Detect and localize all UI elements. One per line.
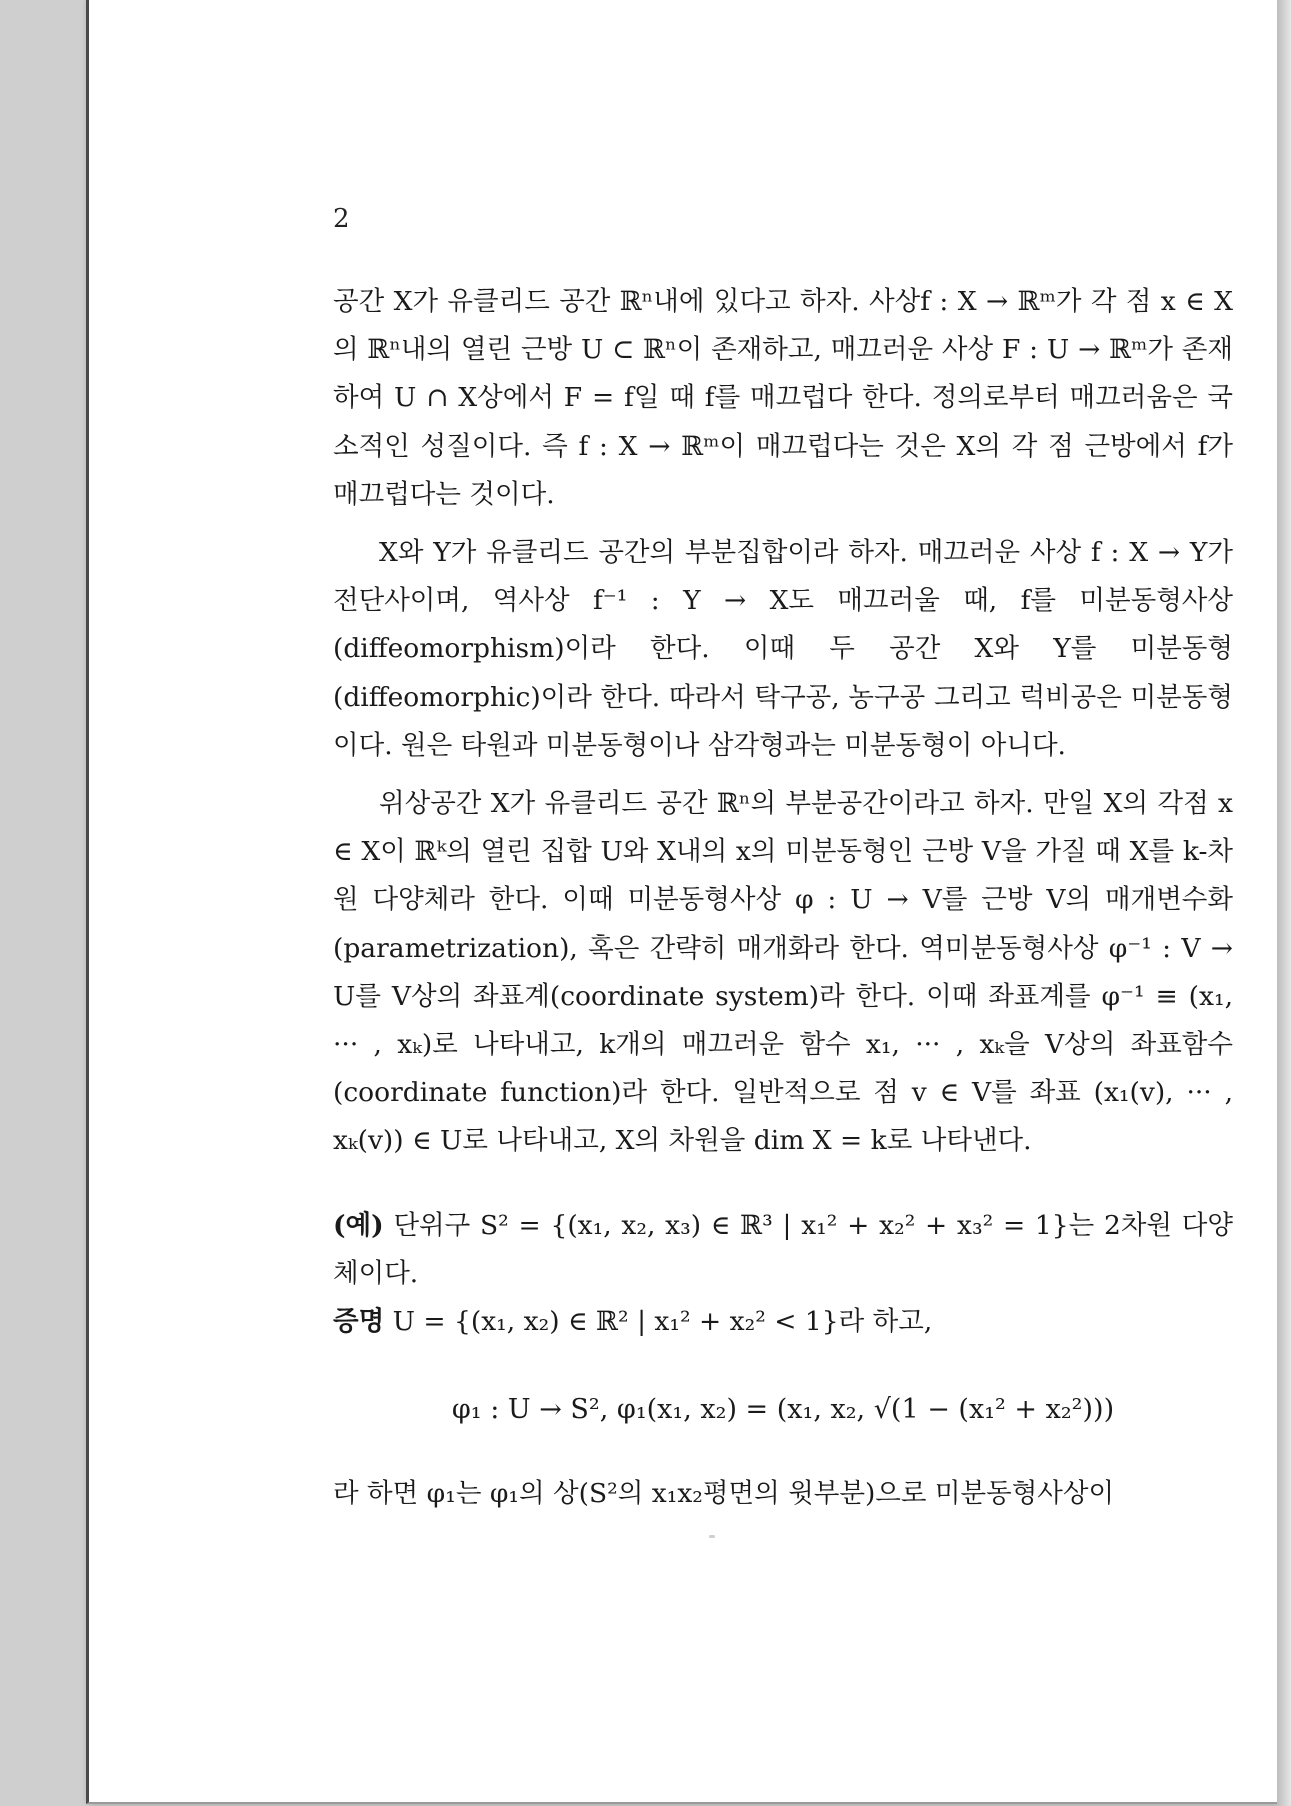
proof-label: 증명: [333, 1306, 385, 1338]
example-label: (예): [333, 1209, 384, 1241]
proof-statement: [333, 1298, 1233, 1346]
proof-text: U = {(x₁, x₂) ∈ ℝ² | x₁² + x₂² < 1}라 하고,: [392, 1306, 933, 1338]
example-text: 단위구 S² = {(x₁, x₂, x₃) ∈ ℝ³ | x₁² + x₂² + x₃² = 1}는 2차원 다양체이다.: [333, 1209, 1233, 1289]
paragraph-smooth-map-definition: 공간 X가 유클리드 공간 ℝⁿ내에 있다고 하자. 사상f : X → ℝᵐ가 각 점 x ∈ X의 ℝⁿ내의 열린 근방 U ⊂ ℝⁿ이 존재하고, 매끄러운 사상 F : U → ℝᵐ가 존재하여 U ∩ X상에서 F = f일 때 f를 매끄럽다 한다. 정의로부터 매끄러움은 국소적인 성질이다. 즉 f : X → ℝᵐ이 매끄럽다는 것은 X의 각 점 근방에서 f가 매끄럽다는 것이다.: [333, 286, 1233, 510]
page-sheet: [86, 0, 1277, 1804]
page-number: 2: [333, 204, 350, 234]
scan-speck: [709, 1535, 715, 1538]
paragraph-manifold-definition: 위상공간 X가 유클리드 공간 ℝⁿ의 부분공간이라고 하자. 만일 X의 각점 x ∈ X이 ℝᵏ의 열린 집합 U와 X내의 x의 미분동형인 근방 V을 가질 때 X를 k-차원 다양체라 한다. 이때 미분동형사상 φ : U → V를 근방 V의 매개변수화(parametrization), 혹은 간략히 매개화라 한다. 역미분동형사상 φ⁻¹ : V → U를 V상의 좌표계(coordinate system)라 한다. 이때 좌표계를 φ⁻¹ ≡ (x₁, ··· , xₖ)로 나타내고, k개의 매끄러운 함수 x₁, ··· , xₖ을 V상의 좌표함수(coordinate function)라 한다. 일반적으로 점 v ∈ V를 좌표 (x₁(v), ··· , xₖ(v)) ∈ U로 나타내고, X의 차원을 dim X = k로 나타낸다.: [333, 788, 1233, 1157]
display-equation: φ₁ : U → S², φ₁(x₁, x₂) = (x₁, x₂, √(1 − (x₁² + x₂²))): [451, 1394, 1115, 1426]
paragraph-diffeomorphism-definition: X와 Y가 유클리드 공간의 부분집합이라 하자. 매끄러운 사상 f : X → Y가 전단사이며, 역사상 f⁻¹ : Y → X도 매끄러울 때, f를 미분동형사상(diffeomorphism)이라 한다. 이때 두 공간 X와 Y를 미분동형(diffeomorphic)이라 한다. 따라서 탁구공, 농구공 그리고 럭비공은 미분동형이다. 원은 타원과 미분동형이나 삼각형과는 미분동형이 아니다.: [333, 537, 1233, 761]
viewer-edge: [1277, 0, 1291, 1806]
page-content: [333, 278, 1233, 1518]
example-statement: [333, 1202, 1233, 1298]
proof-continuation: 라 하면 φ₁는 φ₁의 상(S²의 x₁x₂평면의 윗부분)으로 미분동형사상이: [333, 1478, 1115, 1510]
